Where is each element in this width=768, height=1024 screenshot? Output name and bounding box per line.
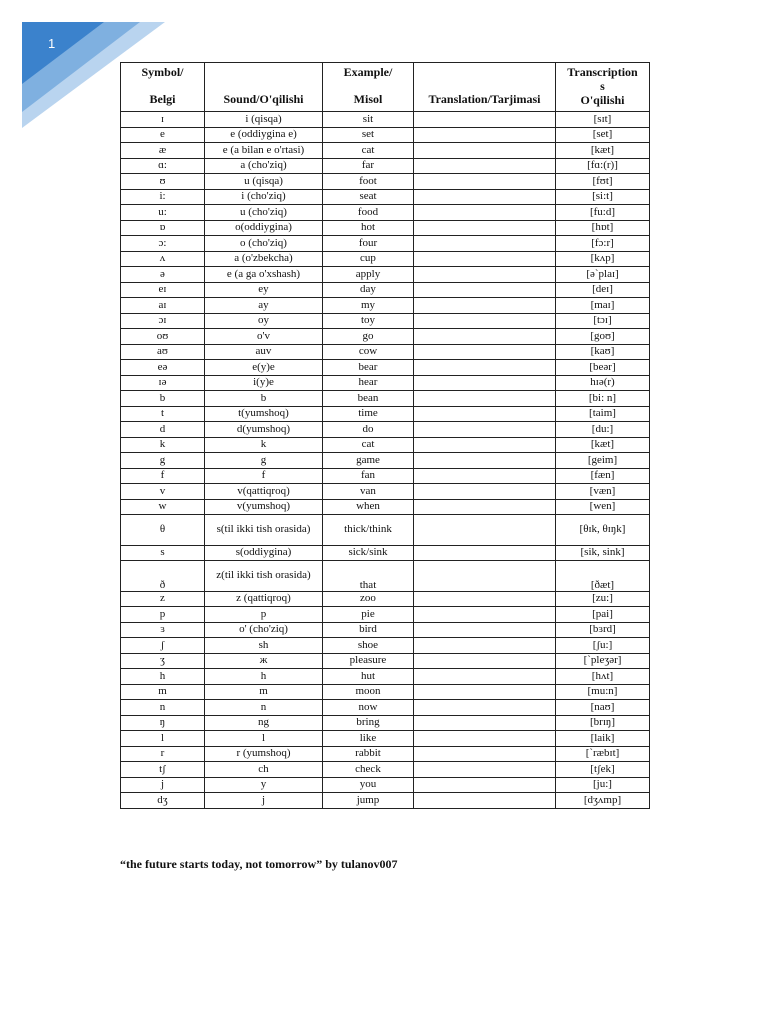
cell-transcription: [kæt] <box>556 437 650 453</box>
cell-symbol: eɪ <box>121 282 205 298</box>
cell-sound: a (cho'ziq) <box>205 158 323 174</box>
cell-sound: h <box>205 669 323 685</box>
cell-sound: ж <box>205 653 323 669</box>
cell-translation <box>414 638 556 654</box>
cell-example: go <box>323 329 414 345</box>
cell-sound: m <box>205 684 323 700</box>
cell-translation <box>414 684 556 700</box>
cell-symbol: m <box>121 684 205 700</box>
table-row <box>121 484 650 500</box>
table-row <box>121 684 650 700</box>
cell-transcription: [kæt] <box>556 143 650 159</box>
cell-symbol: oʊ <box>121 329 205 345</box>
cell-transcription: [hɒt] <box>556 220 650 236</box>
cell-translation <box>414 391 556 407</box>
cell-sound: z(til ikki tish orasida) <box>205 561 323 592</box>
cell-transcription: [sɪt] <box>556 112 650 128</box>
cell-sound: k <box>205 437 323 453</box>
cell-sound: s(oddiygina) <box>205 545 323 561</box>
cell-translation <box>414 622 556 638</box>
cell-transcription: [maɪ] <box>556 298 650 314</box>
table-row <box>121 127 650 143</box>
cell-sound: n <box>205 700 323 716</box>
cell-translation <box>414 143 556 159</box>
cell-symbol: v <box>121 484 205 500</box>
table-row <box>121 777 650 793</box>
cell-example: game <box>323 453 414 469</box>
cell-example: cat <box>323 143 414 159</box>
cell-sound: oy <box>205 313 323 329</box>
cell-translation <box>414 158 556 174</box>
table-row <box>121 762 650 778</box>
cell-translation <box>414 298 556 314</box>
table-row <box>121 746 650 762</box>
cell-symbol: z <box>121 591 205 607</box>
cell-symbol: n <box>121 700 205 716</box>
cell-transcription: [ðæt] <box>556 561 650 592</box>
table-row <box>121 406 650 422</box>
cell-translation <box>414 112 556 128</box>
page-number: 1 <box>48 36 56 51</box>
cell-symbol: ʃ <box>121 638 205 654</box>
cell-sound: f <box>205 468 323 484</box>
cell-example: fan <box>323 468 414 484</box>
cell-transcription: [ʃu:] <box>556 638 650 654</box>
cell-symbol: ə <box>121 267 205 283</box>
cell-transcription: [set] <box>556 127 650 143</box>
cell-symbol: tʃ <box>121 762 205 778</box>
cell-translation <box>414 653 556 669</box>
cell-symbol: i: <box>121 189 205 205</box>
table-row <box>121 313 650 329</box>
cell-sound: j <box>205 793 323 809</box>
cell-transcription: [kaʊ] <box>556 344 650 360</box>
table-row <box>121 561 650 592</box>
table-row <box>121 267 650 283</box>
cell-transcription: [hʌt] <box>556 669 650 685</box>
cell-example: four <box>323 236 414 252</box>
cell-example: apply <box>323 267 414 283</box>
table-row <box>121 622 650 638</box>
table-row <box>121 653 650 669</box>
cell-sound: ey <box>205 282 323 298</box>
cell-translation <box>414 731 556 747</box>
table-row <box>121 360 650 376</box>
cell-transcription: [bɜrd] <box>556 622 650 638</box>
cell-example: cow <box>323 344 414 360</box>
cell-sound: auv <box>205 344 323 360</box>
cell-example: sick/sink <box>323 545 414 561</box>
cell-transcription: [naʊ] <box>556 700 650 716</box>
table-row <box>121 189 650 205</box>
cell-translation <box>414 453 556 469</box>
cell-transcription: [tʃek] <box>556 762 650 778</box>
cell-sound: o (cho'ziq) <box>205 236 323 252</box>
cell-sound: e(y)e <box>205 360 323 376</box>
cell-example: shoe <box>323 638 414 654</box>
table-row <box>121 499 650 515</box>
cell-translation <box>414 793 556 809</box>
cell-example: when <box>323 499 414 515</box>
cell-transcription: [pai] <box>556 607 650 623</box>
table-row <box>121 174 650 190</box>
cell-transcription: [væn] <box>556 484 650 500</box>
cell-symbol: eə <box>121 360 205 376</box>
cell-symbol: ð <box>121 561 205 592</box>
cell-sound: i (cho'ziq) <box>205 189 323 205</box>
cell-symbol: g <box>121 453 205 469</box>
cell-symbol: l <box>121 731 205 747</box>
cell-transcription: [zu:] <box>556 591 650 607</box>
cell-symbol: u: <box>121 205 205 221</box>
cell-translation <box>414 669 556 685</box>
table-row <box>121 437 650 453</box>
table-row <box>121 422 650 438</box>
cell-sound: i (qisqa) <box>205 112 323 128</box>
cell-translation <box>414 220 556 236</box>
cell-transcription: hɪə(r) <box>556 375 650 391</box>
cell-example: pleasure <box>323 653 414 669</box>
cell-symbol: ŋ <box>121 715 205 731</box>
cell-translation <box>414 700 556 716</box>
cell-symbol: b <box>121 391 205 407</box>
cell-translation <box>414 174 556 190</box>
cell-sound: o(oddiygina) <box>205 220 323 236</box>
table-row <box>121 700 650 716</box>
cell-transcription: [goʊ] <box>556 329 650 345</box>
cell-transcription: [beər] <box>556 360 650 376</box>
cell-translation <box>414 236 556 252</box>
cell-symbol: j <box>121 777 205 793</box>
cell-symbol: h <box>121 669 205 685</box>
cell-symbol: aɪ <box>121 298 205 314</box>
cell-sound: s(til ikki tish orasida) <box>205 515 323 546</box>
cell-translation <box>414 746 556 762</box>
cell-sound: u (cho'ziq) <box>205 205 323 221</box>
cell-transcription: [deɪ] <box>556 282 650 298</box>
cell-transcription: [`ræbɪt] <box>556 746 650 762</box>
cell-sound: z (qattiqroq) <box>205 591 323 607</box>
cell-symbol: ɪ <box>121 112 205 128</box>
table-row <box>121 329 650 345</box>
cell-sound: t(yumshoq) <box>205 406 323 422</box>
cell-example: cat <box>323 437 414 453</box>
cell-translation <box>414 360 556 376</box>
cell-transcription: [ju:] <box>556 777 650 793</box>
cell-transcription: [`pleʒər] <box>556 653 650 669</box>
cell-example: like <box>323 731 414 747</box>
cell-symbol: ʒ <box>121 653 205 669</box>
cell-sound: d(yumshoq) <box>205 422 323 438</box>
cell-transcription: [tɔɪ] <box>556 313 650 329</box>
cell-transcription: [fɑ:(r)] <box>556 158 650 174</box>
cell-translation <box>414 267 556 283</box>
cell-translation <box>414 545 556 561</box>
cell-sound: g <box>205 453 323 469</box>
table-body <box>121 112 650 809</box>
cell-symbol: s <box>121 545 205 561</box>
table-row <box>121 669 650 685</box>
cell-translation <box>414 406 556 422</box>
cell-example: seat <box>323 189 414 205</box>
table-row <box>121 607 650 623</box>
cell-example: pie <box>323 607 414 623</box>
cell-example: do <box>323 422 414 438</box>
cell-transcription: [mu:n] <box>556 684 650 700</box>
cell-sound: b <box>205 391 323 407</box>
cell-translation <box>414 499 556 515</box>
header-translation: Translation/Tarjimasi <box>414 63 556 112</box>
cell-sound: l <box>205 731 323 747</box>
table-row <box>121 391 650 407</box>
cell-example: hot <box>323 220 414 236</box>
cell-sound: r (yumshoq) <box>205 746 323 762</box>
cell-sound: a (o'zbekcha) <box>205 251 323 267</box>
cell-example: jump <box>323 793 414 809</box>
cell-example: time <box>323 406 414 422</box>
cell-translation <box>414 777 556 793</box>
cell-symbol: æ <box>121 143 205 159</box>
cell-example: set <box>323 127 414 143</box>
cell-sound: o' (cho'ziq) <box>205 622 323 638</box>
header-transcription: Transcription s O'qilishi <box>556 63 650 112</box>
cell-sound: i(y)e <box>205 375 323 391</box>
table-row <box>121 282 650 298</box>
cell-translation <box>414 251 556 267</box>
cell-symbol: t <box>121 406 205 422</box>
table-row <box>121 638 650 654</box>
cell-example: far <box>323 158 414 174</box>
cell-symbol: ɔɪ <box>121 313 205 329</box>
cell-transcription: [fæn] <box>556 468 650 484</box>
cell-transcription: [du:] <box>556 422 650 438</box>
cell-example: foot <box>323 174 414 190</box>
cell-symbol: θ <box>121 515 205 546</box>
cell-example: food <box>323 205 414 221</box>
cell-symbol: ɑ: <box>121 158 205 174</box>
cell-transcription: [laik] <box>556 731 650 747</box>
cell-sound: e (a ga o'xshash) <box>205 267 323 283</box>
cell-example: zoo <box>323 591 414 607</box>
cell-symbol: k <box>121 437 205 453</box>
table-row <box>121 344 650 360</box>
cell-sound: y <box>205 777 323 793</box>
cell-transcription: [brɪŋ] <box>556 715 650 731</box>
cell-transcription: [ə`plaɪ] <box>556 267 650 283</box>
cell-example: my <box>323 298 414 314</box>
cell-transcription: [fʊt] <box>556 174 650 190</box>
cell-sound: ch <box>205 762 323 778</box>
cell-symbol: w <box>121 499 205 515</box>
cell-sound: ay <box>205 298 323 314</box>
cell-translation <box>414 484 556 500</box>
cell-symbol: ʌ <box>121 251 205 267</box>
cell-symbol: d <box>121 422 205 438</box>
cell-example: bean <box>323 391 414 407</box>
cell-example: day <box>323 282 414 298</box>
cell-example: sit <box>323 112 414 128</box>
cell-example: bring <box>323 715 414 731</box>
cell-example: bird <box>323 622 414 638</box>
cell-sound: o'v <box>205 329 323 345</box>
header-sound: Sound/O'qilishi <box>205 63 323 112</box>
cell-transcription: [wen] <box>556 499 650 515</box>
cell-translation <box>414 762 556 778</box>
cell-sound: v(yumshoq) <box>205 499 323 515</box>
cell-translation <box>414 607 556 623</box>
cell-transcription: [geim] <box>556 453 650 469</box>
cell-sound: e (a bilan e o'rtasi) <box>205 143 323 159</box>
cell-example: check <box>323 762 414 778</box>
cell-symbol: aʊ <box>121 344 205 360</box>
cell-sound: v(qattiqroq) <box>205 484 323 500</box>
table-row <box>121 545 650 561</box>
table-row <box>121 591 650 607</box>
cell-sound: sh <box>205 638 323 654</box>
cell-translation <box>414 422 556 438</box>
cell-example: thick/think <box>323 515 414 546</box>
cell-transcription: [taim] <box>556 406 650 422</box>
cell-translation <box>414 189 556 205</box>
table-row <box>121 236 650 252</box>
table-row <box>121 715 650 731</box>
table-row <box>121 143 650 159</box>
cell-symbol: e <box>121 127 205 143</box>
cell-translation <box>414 561 556 592</box>
cell-example: rabbit <box>323 746 414 762</box>
table-row <box>121 793 650 809</box>
table-row <box>121 298 650 314</box>
cell-sound: p <box>205 607 323 623</box>
cell-transcription: [sik, sink] <box>556 545 650 561</box>
header-example: Example/ Misol <box>323 63 414 112</box>
cell-transcription: [si:t] <box>556 189 650 205</box>
table-row <box>121 205 650 221</box>
table-row <box>121 515 650 546</box>
cell-example: hear <box>323 375 414 391</box>
cell-symbol: ɪə <box>121 375 205 391</box>
header-symbol: Symbol/ Belgi <box>121 63 205 112</box>
cell-transcription: [fu:d] <box>556 205 650 221</box>
cell-translation <box>414 715 556 731</box>
cell-symbol: p <box>121 607 205 623</box>
cell-translation <box>414 437 556 453</box>
cell-sound: e (oddiygina e) <box>205 127 323 143</box>
cell-translation <box>414 282 556 298</box>
cell-translation <box>414 468 556 484</box>
cell-translation <box>414 375 556 391</box>
table-row <box>121 453 650 469</box>
cell-symbol: ɜ <box>121 622 205 638</box>
table-row <box>121 375 650 391</box>
cell-example: moon <box>323 684 414 700</box>
cell-symbol: ɒ <box>121 220 205 236</box>
cell-symbol: dʒ <box>121 793 205 809</box>
cell-symbol: ʊ <box>121 174 205 190</box>
table-row <box>121 220 650 236</box>
cell-example: bear <box>323 360 414 376</box>
cell-translation <box>414 205 556 221</box>
cell-symbol: r <box>121 746 205 762</box>
cell-symbol: f <box>121 468 205 484</box>
cell-example: that <box>323 561 414 592</box>
cell-sound: u (qisqa) <box>205 174 323 190</box>
table-row <box>121 251 650 267</box>
cell-transcription: [θɪk, θɪŋk] <box>556 515 650 546</box>
cell-translation <box>414 515 556 546</box>
table-header-row <box>121 63 650 112</box>
cell-example: now <box>323 700 414 716</box>
phonetic-table <box>120 62 650 809</box>
cell-translation <box>414 344 556 360</box>
cell-example: van <box>323 484 414 500</box>
cell-sound: ng <box>205 715 323 731</box>
cell-example: hut <box>323 669 414 685</box>
table-row <box>121 468 650 484</box>
cell-symbol: ɔ: <box>121 236 205 252</box>
table-row <box>121 158 650 174</box>
cell-translation <box>414 591 556 607</box>
cell-translation <box>414 313 556 329</box>
cell-example: cup <box>323 251 414 267</box>
cell-example: you <box>323 777 414 793</box>
table-row <box>121 112 650 128</box>
cell-translation <box>414 329 556 345</box>
footer-quote: “the future starts today, not tomorrow” by tulanov007 <box>120 857 398 871</box>
cell-transcription: [dʒʌmp] <box>556 793 650 809</box>
cell-transcription: [fɔ:r] <box>556 236 650 252</box>
cell-transcription: [kʌp] <box>556 251 650 267</box>
table-row <box>121 731 650 747</box>
cell-transcription: [bi: n] <box>556 391 650 407</box>
cell-example: toy <box>323 313 414 329</box>
cell-translation <box>414 127 556 143</box>
